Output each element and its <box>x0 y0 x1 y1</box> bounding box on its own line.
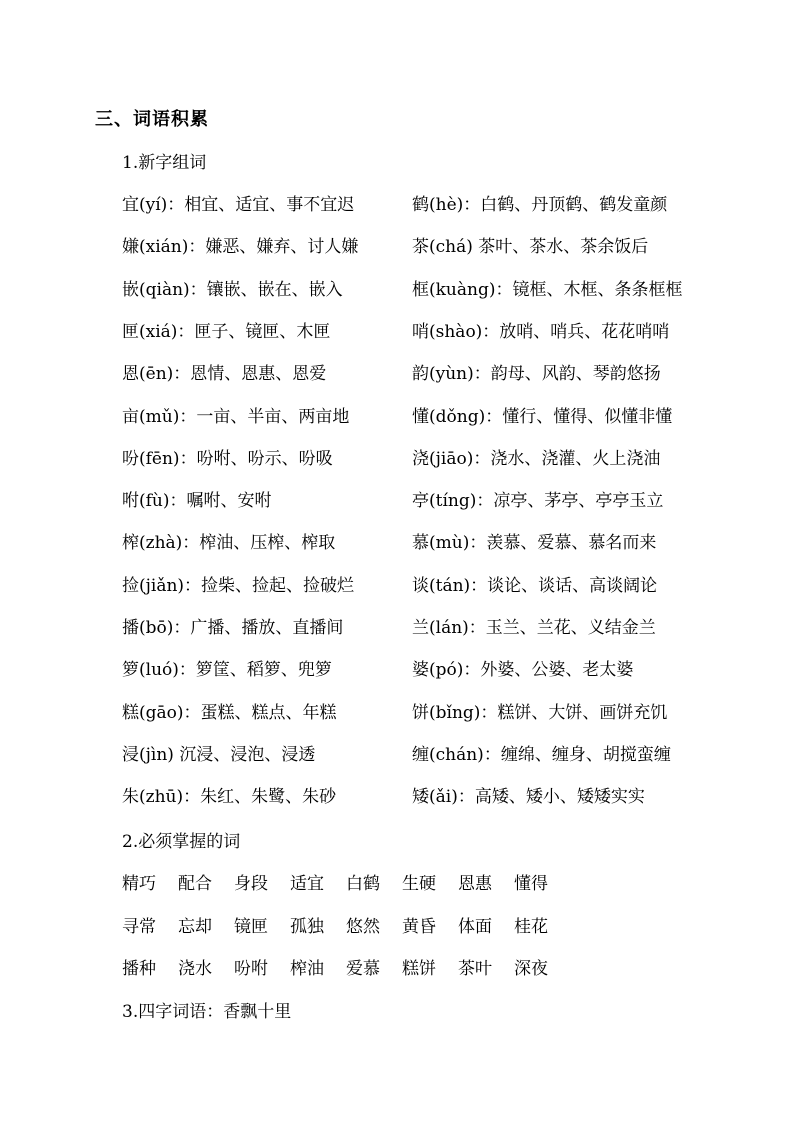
word-item: 适宜 <box>290 874 324 894</box>
word-item: 恩惠 <box>458 874 492 894</box>
char-entry-left: 播(bō)：广播、播放、直播间 <box>122 618 344 638</box>
char-entry-left: 糕(gāo)：蛋糕、糕点、年糕 <box>122 702 337 723</box>
char-entry-left: 恩(ēn)：恩情、恩惠、恩爱 <box>122 364 327 385</box>
word-item: 糕饼 <box>402 959 436 979</box>
char-row <box>122 782 722 812</box>
char-row <box>122 571 722 601</box>
word-item: 生硬 <box>402 874 436 894</box>
char-entry-left: 箩(luó)：箩筐、稻箩、兜箩 <box>122 660 332 681</box>
word-item: 茶叶 <box>458 959 492 979</box>
char-entry-right: 哨(shào)：放哨、哨兵、花花哨哨 <box>412 321 670 342</box>
char-entry-right: 浇(jiāo)：浇水、浇灌、火上浇油 <box>412 448 661 469</box>
word-item: 黄昏 <box>402 916 436 937</box>
char-row <box>122 528 722 558</box>
word-row <box>122 869 570 899</box>
section-title: 三、词语积累 <box>95 109 209 130</box>
subheading-new-characters: 1.新字组词 <box>122 153 207 173</box>
word-item: 桂花 <box>514 916 548 937</box>
word-item: 榨油 <box>290 959 324 979</box>
char-entry-left: 榨(zhà)：榨油、压榨、榨取 <box>122 533 336 554</box>
char-entry-right: 茶(chá) 茶叶、茶水、茶余饭后 <box>412 237 649 258</box>
word-row <box>122 912 570 942</box>
word-item: 体面 <box>458 916 492 937</box>
char-entry-left: 亩(mǔ)：一亩、半亩、两亩地 <box>122 406 350 427</box>
char-entry-right: 矮(ǎi)：高矮、矮小、矮矮实实 <box>412 787 645 808</box>
char-entry-right: 饼(bǐng)：糕饼、大饼、画饼充饥 <box>412 702 668 723</box>
char-entry-right: 框(kuàng)：镜框、木框、条条框框 <box>412 279 683 300</box>
char-entry-right: 慕(mù)：羡慕、爱慕、慕名而来 <box>412 533 657 554</box>
char-entry-left: 宜(yí)：相宜、适宜、事不宜迟 <box>122 195 355 215</box>
char-entry-left: 咐(fù)：嘱咐、安咐 <box>122 491 272 512</box>
subheading-must-master: 2.必须掌握的词 <box>122 832 241 852</box>
char-entry-right: 亭(tíng)：凉亭、茅亭、亭亭玉立 <box>412 491 664 512</box>
char-row <box>122 444 722 474</box>
char-row <box>122 232 722 262</box>
word-item: 配合 <box>178 874 212 894</box>
word-item: 播种 <box>122 959 156 979</box>
char-entry-left: 朱(zhū)：朱红、朱鹭、朱砂 <box>122 787 337 808</box>
char-row <box>122 613 722 643</box>
word-item: 吩咐 <box>234 959 268 979</box>
char-entry-left: 吩(fēn)：吩咐、吩示、吩吸 <box>122 448 333 469</box>
char-entry-right: 缠(chán)：缠绵、缠身、胡搅蛮缠 <box>412 744 671 765</box>
char-row <box>122 486 722 516</box>
word-item: 忘却 <box>178 916 212 937</box>
char-row <box>122 190 722 220</box>
char-entry-left: 捡(jiǎn)：捡柴、捡起、捡破烂 <box>122 575 355 596</box>
word-item: 身段 <box>234 874 268 894</box>
word-item: 深夜 <box>514 959 548 979</box>
char-entry-right: 懂(dǒng)：懂行、懂得、似懂非懂 <box>412 406 673 427</box>
char-entry-right: 谈(tán)：谈论、谈话、高谈阔论 <box>412 575 658 596</box>
char-entry-right: 韵(yùn)：韵母、风韵、琴韵悠扬 <box>412 364 661 385</box>
char-row <box>122 655 722 685</box>
word-item: 镜匣 <box>234 916 268 937</box>
word-item: 孤独 <box>290 916 324 937</box>
char-row <box>122 317 722 347</box>
char-entry-right: 鹤(hè)：白鹤、丹顶鹤、鹤发童颜 <box>412 195 668 215</box>
word-row <box>122 954 570 984</box>
char-entry-left: 匣(xiá)：匣子、镜匣、木匣 <box>122 321 331 342</box>
char-entry-right: 兰(lán)：玉兰、兰花、义结金兰 <box>412 618 656 638</box>
char-entry-right: 婆(pó)：外婆、公婆、老太婆 <box>412 660 634 681</box>
word-item: 浇水 <box>178 959 212 979</box>
word-item: 精巧 <box>122 874 156 894</box>
char-entry-left: 嫌(xián)：嫌恶、嫌弃、讨人嫌 <box>122 237 359 258</box>
char-row <box>122 698 722 728</box>
subheading-four-char-idioms: 3.四字词语：香飘十里 <box>122 1002 292 1022</box>
word-item: 白鹤 <box>346 874 380 894</box>
char-row <box>122 740 722 770</box>
char-row <box>122 402 722 432</box>
char-entry-left: 嵌(qiàn)：镶嵌、嵌在、嵌入 <box>122 279 343 300</box>
word-item: 懂得 <box>514 874 548 894</box>
word-item: 寻常 <box>122 916 156 937</box>
word-item: 悠然 <box>346 916 380 937</box>
char-row <box>122 275 722 305</box>
char-entry-left: 浸(jìn) 沉浸、浸泡、浸透 <box>122 744 316 765</box>
word-item: 爱慕 <box>346 959 380 979</box>
char-row <box>122 359 722 389</box>
